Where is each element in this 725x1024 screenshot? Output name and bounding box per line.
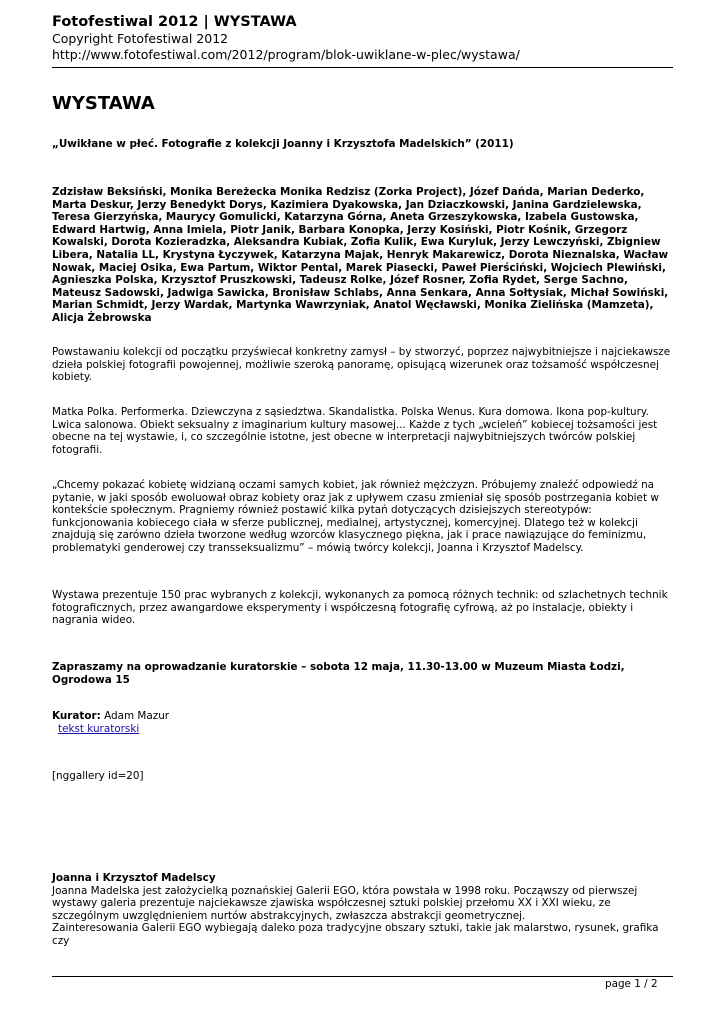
- paragraph-exhibition-scope: Wystawa prezentuje 150 prac wybranych z kolekcji, wykonanych za pomocą różnych technik: od szlachetnych technik fotograficznych, przez awangardowe eksperymenty i współczesną fotografię cyfrową, aż po instalacje, obiekty i nagrania wideo.: [52, 589, 668, 627]
- header-copyright: Copyright Fotofestiwal 2012: [52, 31, 229, 46]
- paragraph-female-identities: Matka Polka. Performerka. Dziewczyna z sąsiedztwa. Skandalistka. Polska Wenus. Kura domowa. Ikona pop-kultury. Lwica salonowa. Obiekt seksualny z imaginarium kultury masowej... Każde z tych „wcieleń” kobiecej tożsamości jest obecne na tej wystawie, i, co szczególnie istotne, jest obecne w interpretacji najwybitniejszych twórców polskiej fotografii.: [52, 406, 658, 456]
- curator-info: [52, 710, 674, 735]
- header-title: Fotofestiwal 2012 | WYSTAWA: [52, 14, 297, 30]
- page-header: [52, 14, 672, 63]
- footer-divider: [52, 976, 673, 977]
- guided-tour-invitation: Zapraszamy na oprowadzanie kuratorskie – sobota 12 maja, 11.30-13.00 w Muzeum Miasta Łodzi, Ogrodowa 15: [52, 661, 625, 686]
- artists-list: Zdzisław Beksiński, Monika Bereżecka Monika Redzisz (Zorka Project), Józef Dańda, Marian Dederko, Marta Deskur, Jerzy Benedykt Dorys, Kazimiera Dyakowska, Jan Dziaczkowski, Janina Gardzielewska, Teresa Gierzyńska, Maurycy Gomulicki, Katarzyna Górna, Aneta Grzeszykowska, Izabela Gustowska, Edward Hartwig, Anna Imiela, Piotr Janik, Barbara Konopka, Jerzy Kosiński, Piotr Kośnik, Grzegorz Kowalski, Dorota Kozieradzka, Aleksandra Kubiak, Zofia Kulik, Ewa Kuryluk, Jerzy Lewczyński, Zbigniew Libera, Natalia LL, Krystyna Łyczywek, Katarzyna Majak, Henryk Makarewicz, Dorota Nieznalska, Wacław Nowak, Maciej Osika, Ewa Partum, Wiktor Pental, Marek Piasecki, Paweł Pierściński, Wojciech Plewiński, Agnieszka Polska, Krzysztof Pruszkowski, Tadeusz Rolke, Józef Rosner, Zofia Rydet, Serge Sachno, Mateusz Sadowski, Jadwiga Sawicka, Bronisław Schlabs, Anna Senkara, Anna Sołtysiak, Michał Sowiński, Marian Schmidt, Jerzy Wardak, Martynka Wawrzyniak, Anatol Węcławski, Monika Zielińska (Mamzeta), Alicja Żebrowska: [52, 186, 669, 324]
- exhibition-subtitle: „Uwikłane w płeć. Fotografie z kolekcji Joanny i Krzysztofa Madelskich” (2011): [52, 138, 514, 150]
- paragraph-collectors-quote: „Chcemy pokazać kobietę widzianą oczami samych kobiet, jak również mężczyzn. Próbujemy znaleźć odpowiedź na pytanie, w jaki sposób ewoluował obraz kobiety oraz jak z upływem czasu zmieniał się sposób postrzegania kobiet w kontekście społecznym. Pragniemy również postawić kilka pytań dotyczących dzisiejszych stereotypów: funkcjonowania kobiecego ciała w sferze publicznej, medialnej, artystycznej, komercyjnej. Dlatego też w kolekcji znajdują się zarówno dzieła tworzone według wzorców klasycznego piękna, jak i prace nawiązujące do feminizmu, problematyki genderowej czy transseksualizmu” – mówią twórcy kolekcji, Joanna i Krzysztof Madelscy.: [52, 479, 659, 554]
- gallery-shortcode: [nggallery id=20]: [52, 770, 144, 782]
- bio-paragraph: Joanna Madelska jest założycielką poznańskiej Galerii EGO, która powstała w 1998 roku. Począwszy od pierwszej wystawy galeria prezentuje najciekawsze zjawiska współczesnej sztuki polskiej przełomu XX i XXI wieku, ze szczególnym uwzględnieniem nurtów abstrakcyjnych, zwłaszcza abstrakcji geometrycznej.: [52, 884, 638, 922]
- curator-name: Adam Mazur: [100, 710, 170, 722]
- page-title: WYSTAWA: [52, 93, 155, 114]
- paragraph-collection-intent: Powstawaniu kolekcji od początku przyświecał konkretny zamysł – by stworzyć, poprzez najwybitniejsze i najciekawsze dzieła polskiej fotografii powojennej, możliwie szeroką panoramę, opisującą wizerunek oraz tożsamość współczesnej kobiety.: [52, 346, 671, 384]
- curator-label: Kurator:: [52, 710, 101, 722]
- header-url: http://www.fotofestiwal.com/2012/program/blok-uwiklane-w-plec/wystawa/: [52, 47, 520, 62]
- bio-paragraph-continued: Zainteresowania Galerii EGO wybiegają daleko poza tradycyjne obszary sztuki, takie jak malarstwo, rysunek, grafika czy: [52, 922, 659, 947]
- curator-text-link[interactable]: tekst kuratorski: [58, 722, 140, 735]
- bio-heading: Joanna i Krzysztof Madelscy: [52, 872, 216, 884]
- header-divider: [52, 67, 673, 68]
- page-number: page 1 / 2: [605, 978, 658, 990]
- bio-section: [52, 872, 674, 948]
